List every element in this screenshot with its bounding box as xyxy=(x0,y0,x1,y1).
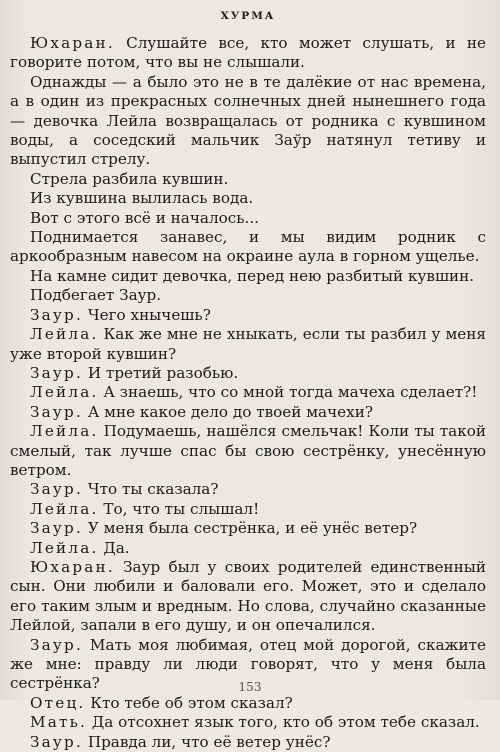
paragraph xyxy=(10,34,486,73)
paragraph-text: Слушайте все, кто может слушать, и не говорите потом, что вы не слышали. xyxy=(10,34,486,72)
page-body xyxy=(10,34,486,752)
paragraph-text: Поднимается занавес, и мы видим родник с аркообразным навесом на окраине аула в горном ущелье. xyxy=(10,228,486,266)
paragraph-text: И третий разобью. xyxy=(83,363,239,382)
paragraph-text: Чего хнычешь? xyxy=(83,305,211,324)
speaker-name: Заур. xyxy=(30,732,84,751)
paragraph xyxy=(10,286,486,305)
paragraph xyxy=(10,539,486,558)
speaker-name: Заур. xyxy=(30,480,84,499)
paragraph xyxy=(10,519,486,538)
paragraph-text: Да. xyxy=(98,538,130,557)
speaker-name: Заур. xyxy=(30,519,84,538)
paragraph-text: Стрела разбила кувшин. xyxy=(30,169,229,188)
paragraph-text: Однажды — а было это не в те далёкие от нас времена, а в один из прекрасных солнечных дней нынешнего года — девочка Лейла возвращалась от родника с кувшином воды, а соседский мальчик Заўр натянул тетиву и выпустил стрелу. xyxy=(10,72,486,169)
paragraph-text: Что ты сказала? xyxy=(83,480,219,499)
paragraph xyxy=(10,325,486,364)
paragraph xyxy=(10,500,486,519)
paragraph-text: Правда ли, что её ветер унёс? xyxy=(83,732,331,751)
speaker-name: Заур. xyxy=(30,305,84,324)
paragraph-text: Как же мне не хныкать, если ты разбил у меня уже второй кувшин? xyxy=(10,325,486,363)
paragraph xyxy=(10,306,486,325)
paragraph-text: То, что ты слышал! xyxy=(98,499,260,518)
paragraph xyxy=(10,403,486,422)
running-header: ХУРМА xyxy=(220,10,276,22)
speaker-name: Лейла. xyxy=(30,422,99,441)
paragraph xyxy=(10,733,486,752)
paragraph xyxy=(10,713,486,732)
speaker-name: Лейла. xyxy=(30,325,99,344)
paragraph-text: На камне сидит девочка, перед нею разбитый кувшин. xyxy=(30,266,475,285)
paragraph xyxy=(10,209,486,228)
paragraph-text: А знаешь, что со мной тогда мачеха сделает?! xyxy=(98,383,478,402)
speaker-name: Юхаран. xyxy=(30,557,115,576)
paragraph xyxy=(10,189,486,208)
paragraph-text: А мне какое дело до твоей мачехи? xyxy=(83,402,373,421)
paragraph xyxy=(10,73,486,170)
page-number: 153 xyxy=(238,680,262,694)
paragraph-text: Мать моя любимая, отец мой дорогой, скажите же мне: правду ли люди говорят, что у меня была сестрёнка? xyxy=(10,635,486,693)
speaker-name: Заур. xyxy=(30,363,84,382)
paragraph xyxy=(10,364,486,383)
paragraph-text: Подумаешь, нашёлся смельчак! Коли ты такой смелый, так лучше спас бы свою сестрёнку, унесённую ветром. xyxy=(10,422,486,479)
paragraph xyxy=(10,694,486,713)
paragraph xyxy=(10,480,486,499)
speaker-name: Заур. xyxy=(30,402,84,421)
paragraph xyxy=(10,383,486,402)
paragraph xyxy=(10,170,486,189)
paragraph-text: У меня была сестрёнка, и её унёс ветер? xyxy=(83,519,418,538)
speaker-name: Мать. xyxy=(30,713,88,732)
paragraph xyxy=(10,422,486,480)
paragraph-text: Да отсохнет язык того, кто об этом тебе сказал. xyxy=(87,713,480,732)
speaker-name: Лейла. xyxy=(30,538,99,557)
paragraph-text: Из кувшина вылилась вода. xyxy=(30,189,254,208)
speaker-name: Заур. xyxy=(30,635,84,654)
paragraph-text: Вот с этого всё и началось... xyxy=(30,208,259,227)
paragraph-text: Заур был у своих родителей единственный сын. Они любили и баловали его. Может, это и сделало его таким злым и вредным. Но слова, случайно сказанные Лейлой, запали в его душу, и он опечалился. xyxy=(10,557,486,635)
paragraph xyxy=(10,267,486,286)
paragraph-text: Подбегает Заур. xyxy=(30,286,162,305)
speaker-name: Юхаран. xyxy=(30,34,115,52)
paragraph-text: Кто тебе об этом сказал? xyxy=(85,693,293,712)
speaker-name: Отец. xyxy=(30,693,86,712)
speaker-name: Лейла. xyxy=(30,499,99,518)
paragraph xyxy=(10,228,486,267)
speaker-name: Лейла. xyxy=(30,383,99,402)
paragraph xyxy=(10,558,486,636)
